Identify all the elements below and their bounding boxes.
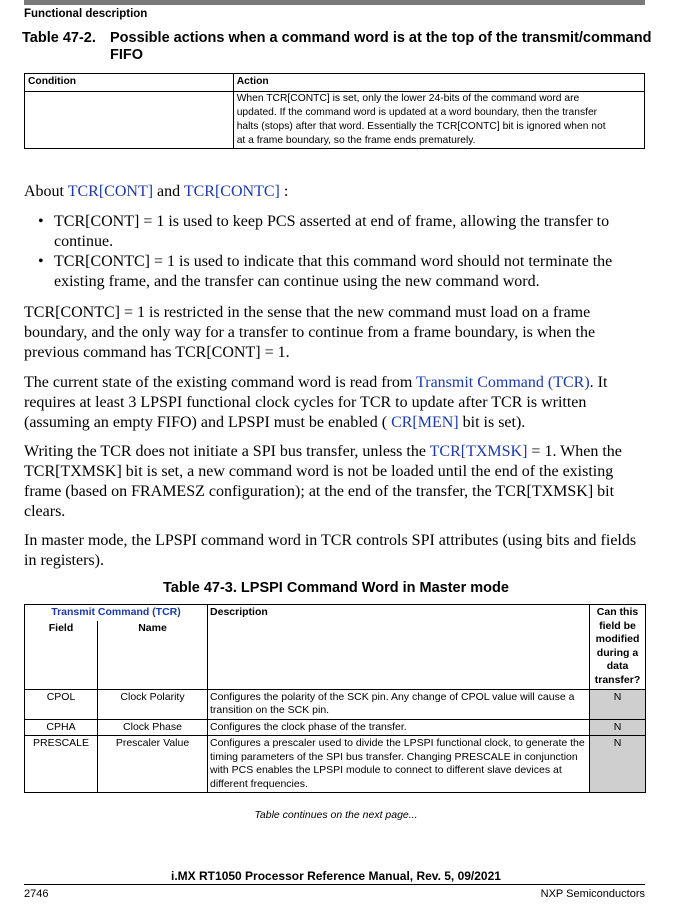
column-header-condition: Condition [25, 74, 234, 92]
field-cell: CPOL [25, 689, 98, 719]
about-mid: and [153, 183, 184, 200]
header-rule [24, 0, 645, 5]
about-suffix: : [279, 183, 289, 200]
paragraph-writing-tcr [24, 442, 648, 522]
table-47-2-title [22, 30, 662, 64]
name-cell: Prescaler Value [98, 736, 208, 793]
publisher-name: NXP Semiconductors [540, 888, 645, 900]
link-cr-men[interactable]: CR[MEN] [391, 414, 459, 431]
para3-text-b: = 1. When the TCR[TXMSK] bit is set, a new command word is not be loaded until the end of the existing frame (based on FRAMESZ configuration); at the end of the transfer, the TCR[TXMSK] bit clears. [24, 443, 622, 520]
description-cell: Configures the polarity of the SCK pin. Any change of CPOL value will cause a transition on the SCK pin. [208, 689, 590, 719]
footer-rule [24, 884, 645, 885]
table-47-3-title: Table 47-3. LPSPI Command Word in Master mode [163, 580, 509, 596]
action-line: halts (stops) after that word. Essentially the TCR[CONTC] bit is ignored when not [236, 121, 606, 132]
para2-text-c: bit is set). [458, 414, 526, 431]
column-header-name: Name [98, 621, 208, 690]
para3-text-a: Writing the TCR does not initiate a SPI bus transfer, unless the [24, 443, 430, 460]
action-cell [233, 92, 644, 149]
table-row [25, 689, 646, 719]
modifiable-cell: N [590, 689, 646, 719]
column-header-field: Field [25, 621, 98, 690]
page-number: 2746 [24, 888, 49, 900]
action-line: at a frame boundary, so the frame ends prematurely. [236, 135, 476, 146]
link-tcr-txmsk[interactable]: TCR[TXMSK] [429, 443, 528, 460]
column-header-description: Description [208, 605, 590, 690]
table-number: Table 47-2. [22, 30, 96, 46]
transmit-command-header[interactable]: Transmit Command (TCR) [25, 605, 208, 621]
name-cell: Clock Polarity [98, 689, 208, 719]
about-line [24, 182, 648, 202]
paragraph-contc-restriction: TCR[CONTC] = 1 is restricted in the sense that the new command must load on a frame boundary, and the only way for a transfer to continue from a frame boundary, is when the previous command has TCR[CONT] = 1. [24, 304, 596, 361]
modifiable-cell: N [590, 736, 646, 793]
table-continues-note: Table continues on the next page... [254, 809, 418, 821]
footer-manual-title: i.MX RT1050 Processor Reference Manual, Rev. 5, 09/2021 [171, 869, 501, 883]
table-47-2 [24, 73, 645, 149]
para2-text-a: The current state of the existing command word is read from [24, 374, 417, 391]
bullet-item: • TCR[CONT] = 1 is used to keep PCS asserted at end of frame, allowing the transfer to continue. [24, 212, 648, 252]
column-header-action: Action [233, 74, 644, 92]
bullet-item: • TCR[CONTC] = 1 is used to indicate that this command word should not terminate the existing frame, and the transfer can continue using the new command word. [24, 252, 648, 292]
about-prefix: About [24, 183, 68, 200]
field-cell: PRESCALE [25, 736, 98, 793]
table-row [25, 736, 646, 793]
condition-cell [25, 92, 234, 149]
table-title-line2: FIFO [110, 47, 144, 63]
field-cell: CPHA [25, 719, 98, 736]
paragraph-master-mode: In master mode, the LPSPI command word in TCR controls SPI attributes (using bits and fields in registers). [24, 532, 637, 569]
table-47-3 [24, 604, 646, 793]
link-tcr-cont[interactable]: TCR[CONT] [67, 183, 154, 200]
bullet-list [24, 212, 648, 292]
table-title-line1: Possible actions when a command word is at the top of the transmit/command [110, 30, 652, 46]
description-cell: Configures a prescaler used to divide the LPSPI functional clock, to generate the timing parameters of the SPI bus transfer. Changing PRESCALE in conjunction with PCS enables the LPSPI module to connect to different slave devices at different frequencies. [208, 736, 590, 793]
name-cell: Clock Phase [98, 719, 208, 736]
paragraph-current-state [24, 373, 648, 433]
section-label: Functional description [24, 8, 148, 20]
description-cell: Configures the clock phase of the transfer. [208, 719, 590, 736]
column-header-modifiable: Can this field be modified during a data transfer? [590, 605, 646, 690]
para2-text-b: . It requires at least 3 LPSPI functional clock cycles for TCR to update after TCR is written (assuming an empty FIFO) and LPSPI must be enabled ( [24, 374, 608, 431]
modifiable-cell: N [590, 719, 646, 736]
action-line: updated. If the command word is updated at a word boundary, then the transfer [236, 107, 598, 118]
link-tcr-contc[interactable]: TCR[CONTC] [183, 183, 280, 200]
table-row [25, 719, 646, 736]
link-transmit-command[interactable]: Transmit Command (TCR) [416, 374, 590, 391]
action-line: When TCR[CONTC] is set, only the lower 24-bits of the command word are [236, 93, 580, 104]
